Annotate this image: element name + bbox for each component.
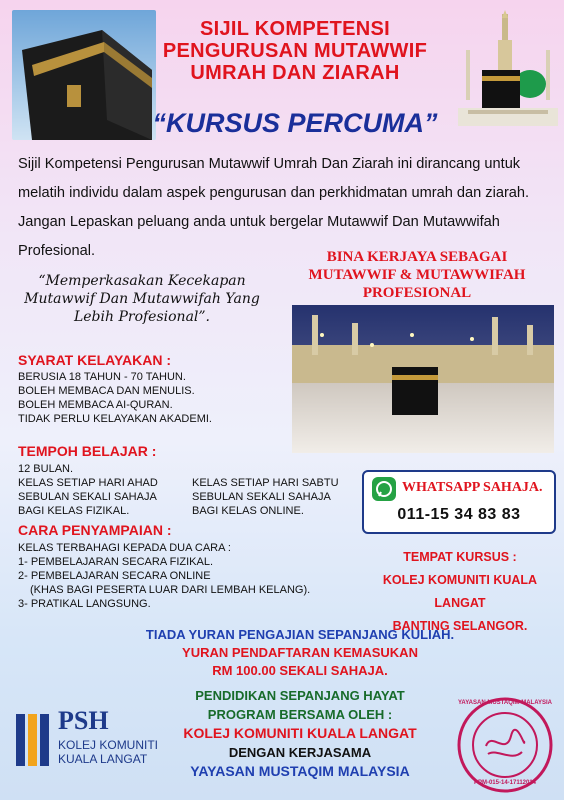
syarat-item: BOLEH MEMBACA AI-QURAN. bbox=[18, 399, 173, 411]
online-line: BAGI KELAS ONLINE. bbox=[192, 505, 304, 517]
masjid-photo bbox=[292, 305, 554, 453]
tempat-line-2: BANTING SELANGOR. bbox=[392, 619, 528, 633]
title-line-2: PENGURUSAN MUTAWWIF bbox=[162, 40, 428, 62]
cara-section bbox=[18, 522, 358, 611]
seal-top-text: YAYASAN MUSTAQIM MALAYSIA bbox=[457, 700, 553, 706]
fizikal-line: KELAS SETIAP HARI AHAD bbox=[18, 477, 158, 489]
yuran-line-2: YURAN PENDAFTARAN KEMASUKAN bbox=[182, 645, 418, 660]
tempoh-duration: 12 BULAN. bbox=[18, 463, 74, 475]
kkkl-logo bbox=[14, 706, 164, 776]
kelas-fizikal bbox=[18, 476, 193, 518]
yuran-line-1: TIADA YURAN PENGAJIAN SEPANJANG KULIAH. bbox=[145, 627, 455, 642]
kelas-online bbox=[192, 476, 362, 518]
yuran-section bbox=[100, 626, 500, 680]
fizikal-line: BAGI KELAS FIZIKAL. bbox=[18, 505, 130, 517]
program-line-4: DENGAN KERJASAMA bbox=[228, 745, 372, 760]
syarat-item: TIDAK PERLU KELAYAKAN AKADEMI. bbox=[18, 413, 212, 425]
program-line-5: YAYASAN MUSTAQIM MALAYSIA bbox=[190, 763, 410, 779]
program-line-1: PENDIDIKAN SEPANJANG HAYAT bbox=[195, 688, 405, 703]
psh-text: PSH bbox=[58, 706, 109, 735]
cara-heading: CARA PENYAMPAIAN : bbox=[18, 522, 172, 538]
syarat-section bbox=[18, 352, 288, 426]
motto-quote: “Memperkasakan Kecekapan Mutawwif Dan Mutawwifah Yang Lebih Profesional”. bbox=[24, 273, 260, 325]
syarat-item: BOLEH MEMBACA DAN MENULIS. bbox=[18, 385, 195, 397]
online-line: KELAS SETIAP HARI SABTU bbox=[192, 477, 339, 489]
cara-item: KELAS TERBAHAGI KEPADA DUA CARA : bbox=[18, 542, 231, 554]
cara-item: 2- PEMBELAJARAN SECARA ONLINE bbox=[18, 570, 211, 582]
intro-paragraph: Sijil Kompetensi Pengurusan Mutawwif Umrah Dan Ziarah ini dirancang untuk melatih individu dalam aspek pengurusan dan perkhidmatan umrah dan ziarah. Jangan Lepaskan peluang anda untuk bergelar Mutawwif Dan Mutawwifah Profesional. bbox=[18, 156, 530, 259]
tempat-heading: TEMPAT KURSUS : bbox=[403, 550, 517, 564]
online-line: SEBULAN SEKALI SAHAJA bbox=[192, 491, 331, 503]
cara-item: (KHAS BAGI PESERTA LUAR DARI LEMBAH KELANG). bbox=[30, 584, 311, 596]
yuran-line-3: RM 100.00 SEKALI SAHAJA. bbox=[212, 663, 388, 678]
certificate-title bbox=[160, 18, 430, 84]
program-section bbox=[160, 686, 440, 781]
syarat-item: BERUSIA 18 TAHUN - 70 TAHUN. bbox=[18, 371, 186, 383]
career-line-2: MUTAWWIF & MUTAWWIFAH bbox=[308, 267, 526, 283]
whatsapp-contact-box[interactable] bbox=[362, 470, 556, 534]
whatsapp-label: WHATSAPP SAHAJA. bbox=[402, 480, 543, 495]
whatsapp-icon bbox=[372, 477, 396, 501]
phone-number[interactable]: 011-15 34 83 83 bbox=[397, 506, 521, 523]
career-heading bbox=[282, 248, 552, 302]
tempat-line-1: KOLEJ KOMUNITI KUALA LANGAT bbox=[382, 573, 538, 610]
seal-bottom-text: PPM-015-14-17112014 bbox=[473, 780, 537, 786]
logo-line-2: KUALA LANGAT bbox=[58, 752, 148, 766]
tempat-section bbox=[360, 546, 560, 638]
cara-item: 1- PEMBELAJARAN SECARA FIZIKAL. bbox=[18, 556, 214, 568]
cara-item: 3- PRATIKAL LANGSUNG. bbox=[18, 598, 151, 610]
title-line-3: UMRAH DAN ZIARAH bbox=[190, 62, 400, 84]
title-line-1: SIJIL KOMPETENSI bbox=[199, 18, 391, 40]
mosque-image bbox=[458, 10, 558, 130]
kaaba-photo bbox=[12, 10, 156, 140]
syarat-heading: SYARAT KELAYAKAN : bbox=[18, 352, 171, 368]
career-line-3: PROFESIONAL bbox=[362, 285, 472, 301]
fizikal-line: SEBULAN SEKALI SAHAJA bbox=[18, 491, 157, 503]
tempoh-heading: TEMPOH BELAJAR : bbox=[18, 443, 157, 459]
program-line-2: PROGRAM BERSAMA OLEH : bbox=[207, 707, 393, 722]
psh-emblem-icon bbox=[14, 710, 54, 770]
logo-line-1: KOLEJ KOMUNITI bbox=[58, 738, 159, 752]
tempoh-section bbox=[18, 443, 358, 476]
tagline: “KURSUS PERCUMA” bbox=[152, 108, 438, 138]
program-line-3: KOLEJ KOMUNITI KUALA LANGAT bbox=[183, 725, 417, 741]
yayasan-seal bbox=[456, 696, 554, 794]
career-line-1: BINA KERJAYA SEBAGAI bbox=[326, 249, 508, 265]
